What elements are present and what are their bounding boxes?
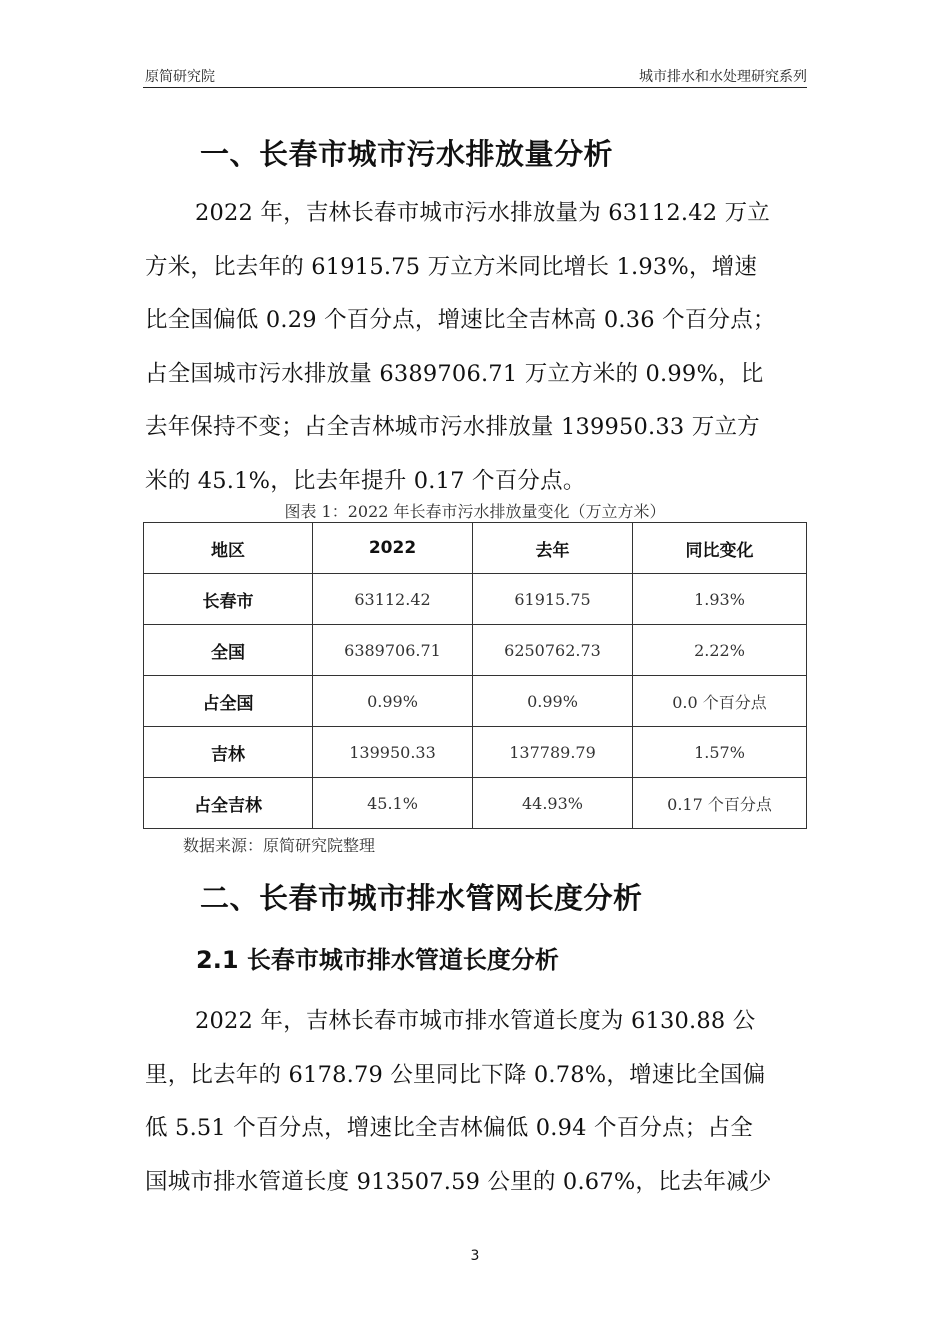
paragraph-line: 2022 年，吉林长春市城市污水排放量为 63112.42 万立: [195, 200, 770, 226]
table-row: [144, 625, 807, 676]
table-cell: 0.0 个百分点: [633, 676, 807, 727]
paragraph-line: 低 5.51 个百分点，增速比全吉林偏低 0.94 个百分点；占全: [145, 1115, 753, 1141]
table-cell: 44.93%: [473, 778, 633, 829]
table-cell: 61915.75: [473, 574, 633, 625]
paragraph-line: 里，比去年的 6178.79 公里同比下降 0.78%，增速比全国偏: [145, 1061, 766, 1088]
section2-paragraph: [145, 995, 810, 1209]
header-cell: 地区: [144, 523, 313, 574]
header-series: 城市排水和水处理研究系列: [639, 69, 807, 85]
table-cell: 2.22%: [633, 625, 807, 676]
table-row: [144, 727, 807, 778]
section2-title: 二、长春市城市排水管网长度分析: [200, 881, 643, 915]
table-cell: 1.57%: [633, 727, 807, 778]
table-cell: 6250762.73: [473, 625, 633, 676]
row-label: 占全吉林: [144, 778, 313, 829]
sewage-table: [143, 522, 807, 829]
table-row: [144, 778, 807, 829]
table-caption: 图表 1：2022 年长春市污水排放量变化（万立方米）: [284, 502, 666, 521]
row-label: 占全国: [144, 676, 313, 727]
header-cell: 同比变化: [633, 523, 807, 574]
table-cell: 0.99%: [313, 676, 473, 727]
table-cell: 139950.33: [313, 727, 473, 778]
paragraph-line: 国城市排水管道长度 913507.59 公里的 0.67%，比去年减少: [145, 1168, 772, 1195]
table-cell: 0.99%: [473, 676, 633, 727]
table-cell: 137789.79: [473, 727, 633, 778]
table-source: 数据来源：原简研究院整理: [183, 836, 376, 855]
table-row: [144, 574, 807, 625]
paragraph-line: 方米，比去年的 61915.75 万立方米同比增长 1.93%，增速: [145, 253, 758, 280]
row-label: 吉林: [144, 727, 313, 778]
paragraph-line: 占全国城市污水排放量 6389706.71 万立方米的 0.99%，比: [145, 360, 764, 387]
table-header-row: [144, 523, 807, 574]
table-cell: 6389706.71: [313, 625, 473, 676]
paragraph-line: 米的 45.1%，比去年提升 0.17 个百分点。: [145, 467, 586, 494]
section1-title: 一、长春市城市污水排放量分析: [200, 137, 614, 171]
table-cell: 63112.42: [313, 574, 473, 625]
paragraph-line: 比全国偏低 0.29 个百分点，增速比全吉林高 0.36 个百分点；: [145, 307, 776, 333]
row-label: 全国: [144, 625, 313, 676]
table-cell: 1.93%: [633, 574, 807, 625]
row-label: 长春市: [144, 574, 313, 625]
header-cell: 去年: [473, 523, 633, 574]
header-cell: 2022: [313, 523, 473, 574]
table-cell: 0.17 个百分点: [633, 778, 807, 829]
table-cell: 45.1%: [313, 778, 473, 829]
section1-paragraph: [145, 187, 810, 508]
paragraph-line: 去年保持不变；占全吉林城市污水排放量 139950.33 万立方: [145, 414, 760, 440]
page-number: 3: [470, 1248, 480, 1264]
table-row: [144, 676, 807, 727]
paragraph-line: 2022 年，吉林长春市城市排水管道长度为 6130.88 公: [195, 1008, 756, 1034]
header-rule: [143, 87, 807, 88]
header-org: 原简研究院: [145, 69, 215, 85]
section2-subtitle: 2.1 长春市城市排水管道长度分析: [196, 946, 559, 974]
